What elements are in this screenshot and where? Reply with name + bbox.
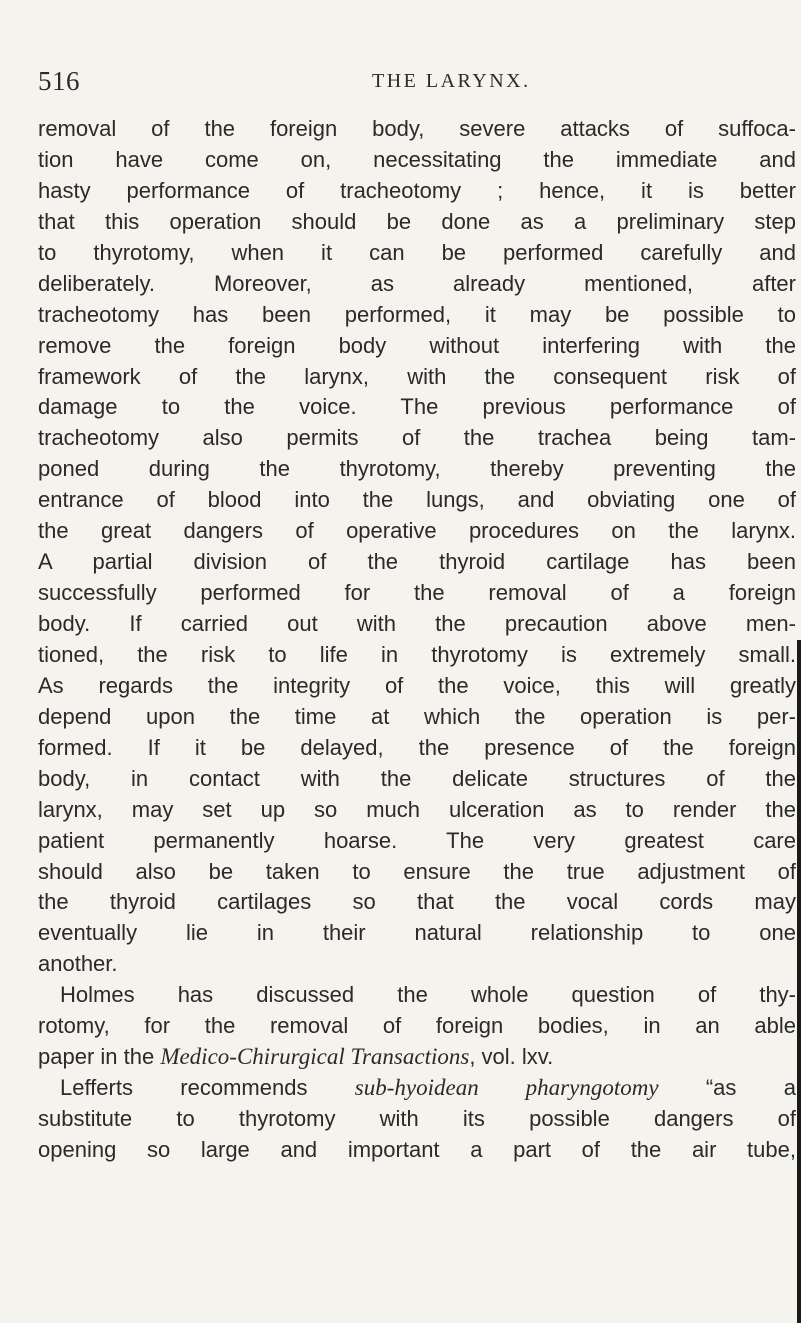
text-line: body. If carried out with the precaution above men- — [38, 611, 796, 636]
text-line: eventually lie in their natural relationship to one — [38, 920, 796, 946]
text-line: body, in contact with the delicate structures of the — [38, 765, 796, 791]
text-line: damage to the voice. The previous performance of — [38, 394, 796, 420]
text-line: A partial division of the thyroid cartilage has been — [38, 549, 796, 575]
text-line: that this operation should be done as a preliminary step — [38, 208, 796, 234]
text-line: remove the foreign body without interfering with the — [38, 332, 796, 358]
paragraph-end-line: another. — [38, 951, 118, 977]
text-line: substitute to thyrotomy with its possible dangers of — [38, 1106, 796, 1131]
text-line: tioned, the risk to life in thyrotomy is extremely small. — [38, 641, 796, 667]
text-line: to thyrotomy, when it can be performed carefully and — [38, 239, 796, 265]
body-text — [38, 114, 796, 1166]
text-line: deliberately. Moreover, as already mentioned, after — [38, 270, 796, 296]
paragraph-start-line — [38, 1073, 796, 1104]
text-line: the thyroid cartilages so that the vocal cords may — [38, 889, 796, 915]
page-edge-shadow — [797, 640, 801, 1323]
text-line: formed. If it be delayed, the presence of the foreign — [38, 734, 796, 760]
text-line: should also be taken to ensure the true adjustment of — [38, 858, 796, 884]
page-number: 516 — [38, 66, 80, 96]
paragraph-start-line: Holmes has discussed the whole question of thy- — [60, 982, 796, 1008]
text-line: the great dangers of operative procedures on the larynx. — [38, 518, 796, 544]
text-segment: paper in the — [38, 1044, 161, 1070]
text-line: tracheotomy has been performed, it may be possible to — [38, 301, 796, 327]
text-line: poned during the thyrotomy, thereby preventing the — [38, 456, 796, 482]
text-line: tracheotomy also permits of the trachea being tam- — [38, 425, 796, 451]
text-line: successfully performed for the removal of a foreign — [38, 580, 796, 606]
text-line: rotomy, for the removal of foreign bodies, in an able — [38, 1013, 796, 1039]
text-line: hasty performance of tracheotomy ; hence, it is better — [38, 177, 796, 203]
journal-title: Medico-Chirurgical Transactions — [160, 1044, 470, 1070]
text-line: entrance of blood into the lungs, and obviating one of — [38, 487, 796, 513]
text-line: opening so large and important a part of the air tube, — [38, 1136, 796, 1162]
text-segment: , vol. lxv. — [469, 1044, 554, 1070]
text-line: As regards the integrity of the voice, this will greatly — [38, 672, 796, 698]
text-line: depend upon the time at which the operation is per- — [38, 703, 796, 729]
procedure-name: sub-hyoidean pharyngotomy — [354, 1075, 659, 1101]
text-line: framework of the larynx, with the consequent risk of — [38, 363, 796, 389]
text-line: removal of the foreign body, severe attacks of suffoca- — [38, 116, 796, 141]
text-segment: “as a — [658, 1075, 796, 1101]
running-head — [0, 66, 801, 106]
running-title: THE LARYNX. — [372, 70, 531, 92]
text-line: tion have come on, necessitating the immediate and — [38, 146, 796, 172]
text-line: larynx, may set up so much ulceration as to render the — [38, 796, 796, 822]
text-segment: Lefferts recommends — [60, 1075, 355, 1101]
text-line-citation — [38, 1042, 796, 1073]
text-line: patient permanently hoarse. The very greatest care — [38, 827, 796, 853]
